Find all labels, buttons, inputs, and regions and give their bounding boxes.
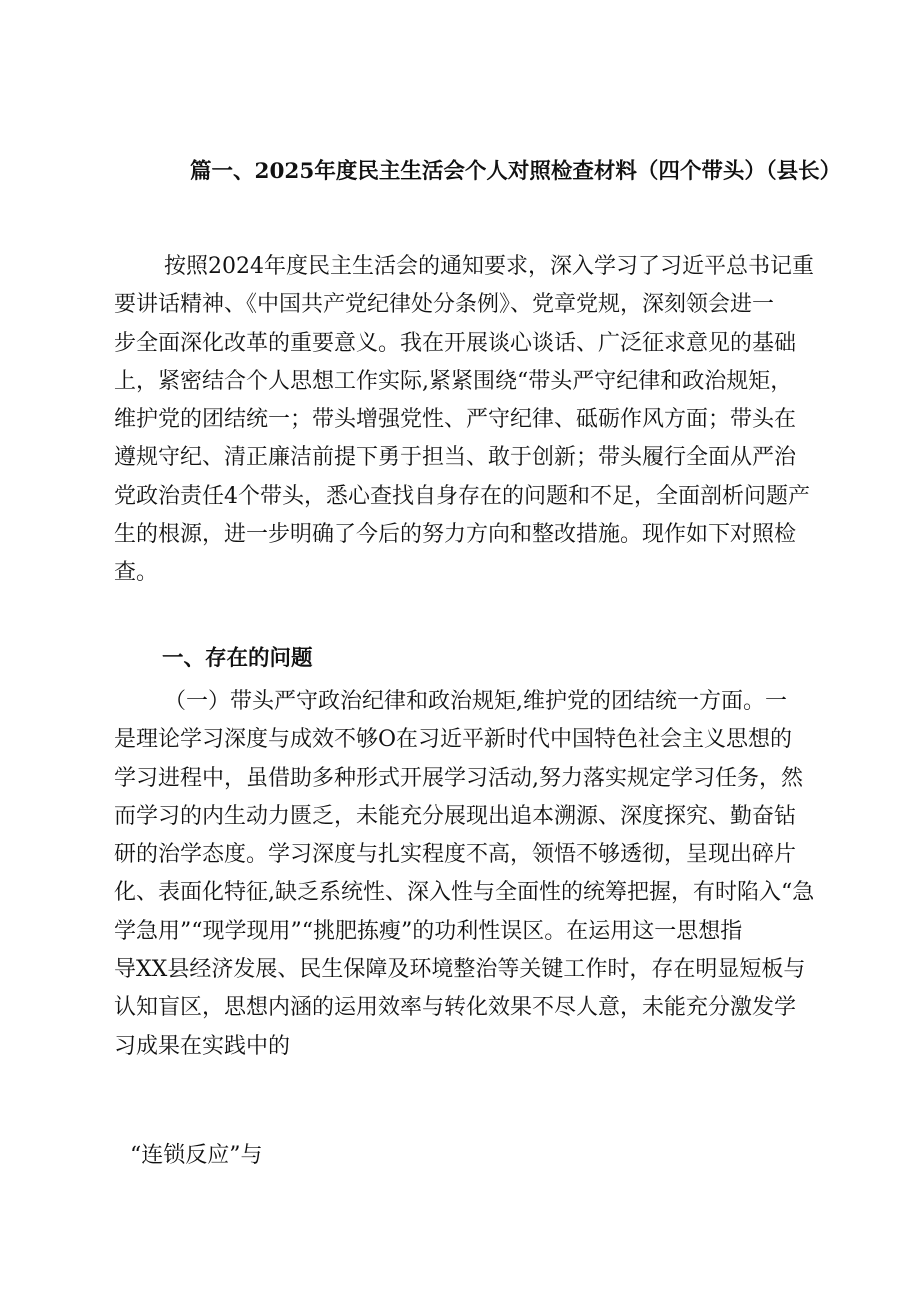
text-line: 是理论学习深度与成效不够O在习近平新时代中国特色社会主义思想的 (114, 727, 793, 753)
section-paragraph (114, 683, 834, 1066)
text-line: 要讲话精神、《中国共产党纪律处分条例》、党章党规，深刻领会进一 (114, 292, 775, 318)
trailing-fragment: “连锁反应”与 (130, 1143, 263, 1168)
text-line: 遵规守纪、清正廉洁前提下勇于担当、敢于创新；带头履行全面从严治 (114, 445, 797, 471)
text-line: 学习进程中，虽借助多种形式开展学习活动,努力落实规定学习任务，然 (114, 765, 803, 791)
text-line: 按照2024年度民主生活会的通知要求，深入学习了习近平总书记重 (164, 254, 814, 279)
text-line: 学急用”“现学现用”“挑肥拣瘦”的功利性误区。在运用这一思想指 (114, 918, 743, 944)
section-heading: 一、存在的问题 (162, 646, 313, 671)
text-line: 研的治学态度。学习深度与扎实程度不高，领悟不够透彻，呈现出碎片 (114, 842, 797, 868)
text-line: 上，紧密结合个人思想工作实际,紧紧围绕“带头严守纪律和政治规矩， (114, 368, 793, 394)
text-line: （一）带头严守政治纪律和政治规矩,维护党的团结统一方面。一 (164, 689, 787, 714)
text-line: 步全面深化改革的重要意义。我在开展谈心谈话、广泛征求意见的基础 (114, 330, 797, 356)
text-line: 导XX县经济发展、民生保障及环境整治等关键工作时，存在明显短板与 (114, 957, 806, 983)
text-line: 维护党的团结统一；带头增强党性、严守纪律、砥砺作风方面；带头在 (114, 407, 797, 433)
text-line: 党政治责任4个带头，悉心查找自身存在的问题和不足，全面剖析问题产 (114, 483, 810, 509)
intro-paragraph (114, 248, 834, 593)
text-line: 生的根源，进一步明确了今后的努力方向和整改措施。现作如下对照检 (114, 522, 797, 548)
text-line: 认知盲区，思想内涵的运用效率与转化效果不尽人意，未能充分激发学 (114, 995, 797, 1021)
text-line: 习成果在实践中的 (114, 1033, 291, 1059)
text-line: 化、表面化特征,缺乏系统性、深入性与全面性的统筹把握，有时陷入“急 (114, 880, 815, 906)
text-line: 而学习的内生动力匮乏，未能充分展现出追本溯源、深度探究、勤奋钻 (114, 803, 797, 829)
text-line: 查。 (114, 560, 159, 586)
document-title: 篇一、2025年度民主生活会个人对照检查材料（四个带头）（县长） (190, 159, 842, 184)
